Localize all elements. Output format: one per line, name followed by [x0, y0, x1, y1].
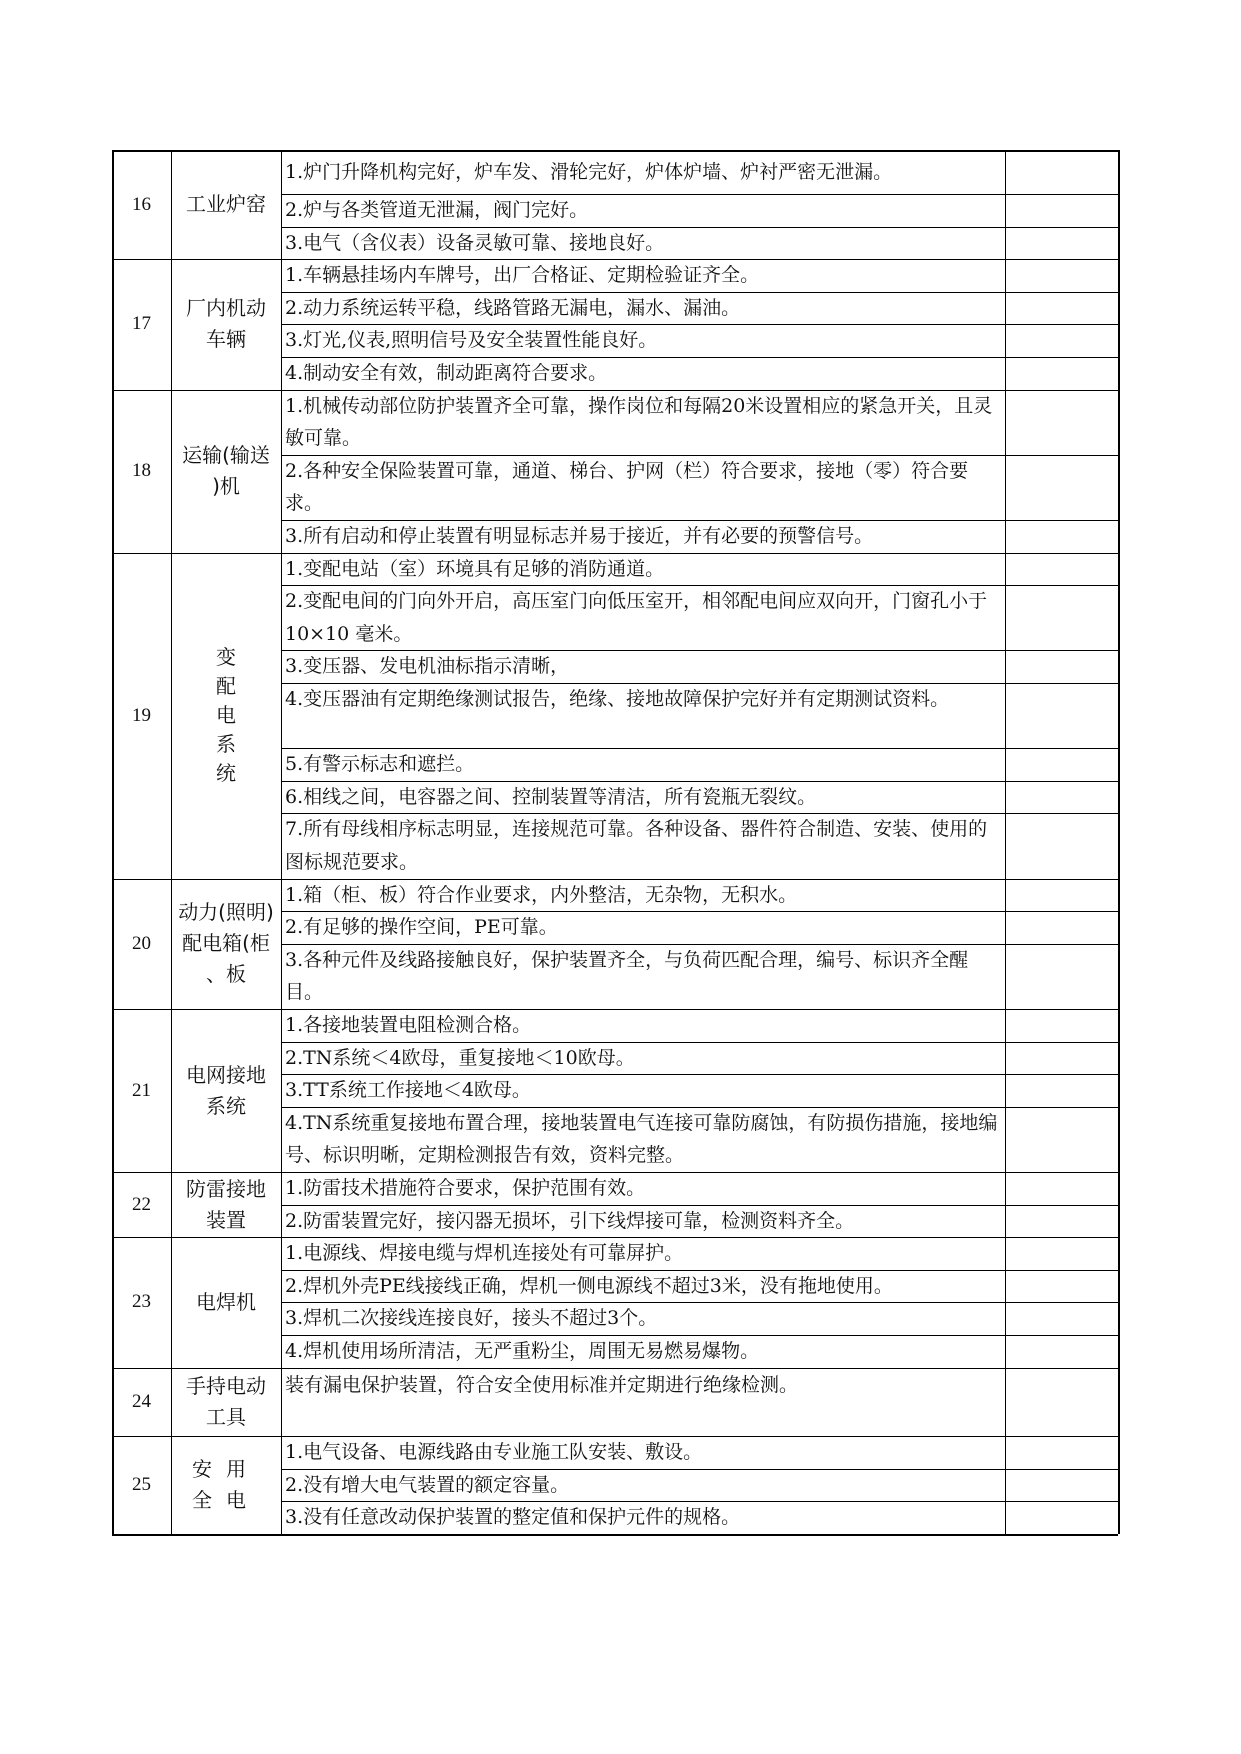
grid-line: [281, 1270, 1118, 1271]
result-cell[interactable]: [1005, 1009, 1118, 1042]
check-criterion: 4.制动安全有效，制动距离符合要求。: [285, 362, 608, 384]
result-cell[interactable]: [1005, 748, 1118, 781]
result-cell[interactable]: [1005, 553, 1118, 586]
grid-line: [112, 150, 1118, 152]
grid-line: [281, 748, 1118, 749]
grid-line: [171, 150, 172, 1534]
check-criterion: 3.变压器、发电机油标指示清晰，: [285, 655, 570, 678]
grid-line: [112, 390, 1118, 391]
check-criterion: 1.各接地装置电阻检测合格。: [285, 1014, 532, 1036]
grid-line: [112, 1237, 1118, 1238]
result-cell[interactable]: [1005, 259, 1118, 292]
item-number: 20: [132, 932, 151, 954]
result-cell[interactable]: [1005, 1172, 1118, 1205]
check-criterion: 2.动力系统运转平稳，线路管路无漏电，漏水、漏油。: [285, 296, 741, 319]
check-criterion: 7.所有母线相序标志明显，连接规范可靠。各种设备、器件符合制造、安装、使用的图标规范要求。: [285, 818, 988, 873]
result-cell[interactable]: [1005, 911, 1118, 944]
grid-line: [281, 1302, 1118, 1303]
check-criterion: 4.变压器油有定期绝缘测试报告，绝缘、接地故障保护完好并有定期测试资料。: [285, 688, 950, 710]
grid-line: [112, 259, 1118, 260]
check-criterion: 2.焊机外壳PE线接线正确，焊机一侧电源线不超过3米，没有拖地使用。: [285, 1274, 893, 1297]
item-number: 21: [132, 1079, 151, 1101]
check-criterion: 5.有警示标志和遮拦。: [285, 753, 475, 776]
item-number: 18: [132, 460, 151, 482]
check-criterion: 1.变配电站（室）环境具有足够的消防通道。: [285, 557, 665, 580]
check-criterion: 1.防雷技术措施符合要求，保护范围有效。: [285, 1177, 646, 1199]
item-number: 17: [132, 313, 151, 335]
result-cell[interactable]: [1005, 1436, 1118, 1469]
result-cell[interactable]: [1005, 585, 1118, 650]
grid-line: [281, 683, 1118, 684]
result-cell[interactable]: [1005, 1237, 1118, 1270]
check-criterion: 2.TN系统＜4欧母，重复接地＜10欧母。: [285, 1046, 635, 1069]
result-cell[interactable]: [1005, 150, 1118, 194]
result-cell[interactable]: [1005, 292, 1118, 325]
check-criterion: 2.没有增大电气装置的额定容量。: [285, 1473, 570, 1496]
grid-line: [112, 150, 114, 1534]
grid-line: [281, 1205, 1118, 1206]
grid-line: [1005, 150, 1006, 1534]
check-criterion: 3.没有任意改动保护装置的整定值和保护元件的规格。: [285, 1506, 741, 1529]
result-cell[interactable]: [1005, 1469, 1118, 1502]
check-criterion: 4.焊机使用场所清洁，无严重粉尘，周围无易燃易爆物。: [285, 1340, 760, 1362]
grid-line: [112, 879, 1118, 880]
grid-line: [112, 1009, 1118, 1010]
result-cell[interactable]: [1005, 879, 1118, 912]
result-cell[interactable]: [1005, 1270, 1118, 1303]
grid-line: [112, 1436, 1118, 1437]
grid-line: [281, 911, 1118, 912]
result-cell[interactable]: [1005, 324, 1118, 357]
result-cell[interactable]: [1005, 1368, 1118, 1436]
check-criterion: 1.箱（柜、板）符合作业要求，内外整洁，无杂物，无积水。: [285, 883, 798, 906]
check-criterion: 2.防雷装置完好，接闪器无损坏，引下线焊接可靠，检测资料齐全。: [285, 1209, 855, 1232]
grid-line: [281, 813, 1118, 814]
equipment-category: 变 配 电 系 统: [216, 645, 236, 786]
result-cell[interactable]: [1005, 683, 1118, 748]
result-cell[interactable]: [1005, 781, 1118, 814]
result-cell[interactable]: [1005, 455, 1118, 520]
equipment-category: 防雷接地 装置: [186, 1176, 266, 1232]
check-criterion: 1.炉门升降机构完好，炉车发、滑轮完好，炉体炉墙、炉衬严密无泄漏。: [285, 160, 893, 183]
check-criterion: 4.TN系统重复接地布置合理，接地装置电气连接可靠防腐蚀，有防损伤措施，接地编号、标识明晰，定期检测报告有效，资料完整。: [285, 1111, 998, 1167]
equipment-category: 动力(照明) 配电箱(柜 、板: [178, 900, 274, 987]
grid-line: [281, 292, 1118, 293]
item-number: 23: [132, 1291, 151, 1313]
equipment-category: 运输(输送 )机: [182, 443, 270, 499]
grid-line: [281, 781, 1118, 782]
result-cell[interactable]: [1005, 194, 1118, 227]
grid-line: [112, 1368, 1118, 1369]
check-criterion: 1.电气设备、电源线路由专业施工队安装、敷设。: [285, 1441, 703, 1464]
grid-line: [112, 553, 1118, 554]
result-cell[interactable]: [1005, 1335, 1118, 1368]
grid-line: [281, 1501, 1118, 1502]
grid-line: [112, 1172, 1118, 1173]
equipment-category: 电焊机: [196, 1289, 256, 1314]
grid-line: [281, 520, 1118, 521]
equipment-category: 工业炉窑: [186, 192, 266, 217]
grid-line: [281, 455, 1118, 456]
grid-line: [281, 194, 1118, 195]
result-cell[interactable]: [1005, 390, 1118, 455]
result-cell[interactable]: [1005, 813, 1118, 878]
grid-line: [281, 585, 1118, 586]
equipment-category: 手持电动 工具: [186, 1373, 266, 1429]
check-criterion: 3.灯光,仪表,照明信号及安全装置性能良好。: [285, 329, 658, 352]
check-criterion: 2.变配电间的门向外开启，高压室门向低压室开，相邻配电间应双向开，门窗孔小于 10×10 毫米。: [285, 590, 988, 645]
equipment-category: 厂内机动 车辆: [186, 296, 266, 352]
check-criterion: 3.所有启动和停止装置有明显标志并易于接近，并有必要的预警信号。: [285, 525, 874, 547]
grid-line: [281, 650, 1118, 651]
grid-line: [281, 227, 1118, 228]
check-criterion: 3.TT系统工作接地＜4欧母。: [285, 1079, 531, 1102]
grid-line: [281, 1074, 1118, 1075]
grid-line: [281, 1335, 1118, 1336]
grid-line: [281, 1107, 1118, 1108]
item-number: 19: [132, 704, 151, 726]
equipment-category: 电网接地 系统: [186, 1062, 266, 1118]
result-cell[interactable]: [1005, 1205, 1118, 1238]
result-cell[interactable]: [1005, 1074, 1118, 1107]
check-criterion: 3.焊机二次接线连接良好，接头不超过3个。: [285, 1307, 658, 1330]
grid-line: [112, 1534, 1118, 1536]
result-cell[interactable]: [1005, 227, 1118, 260]
result-cell[interactable]: [1005, 944, 1118, 1009]
check-criterion: 3.电气（含仪表）设备灵敏可靠、接地良好。: [285, 231, 665, 254]
result-cell[interactable]: [1005, 357, 1118, 390]
grid-line: [281, 150, 282, 1534]
check-criterion: 2.炉与各类管道无泄漏，阀门完好。: [285, 199, 589, 221]
grid-line: [1118, 150, 1120, 1534]
check-criterion: 3.各种元件及线路接触良好，保护装置齐全，与负荷匹配合理，编号、标识齐全醒目。: [285, 948, 969, 1004]
result-cell[interactable]: [1005, 520, 1118, 553]
check-criterion: 6.相线之间，电容器之间、控制装置等清洁，所有瓷瓶无裂纹。: [285, 785, 817, 808]
item-number: 25: [132, 1473, 151, 1495]
item-number: 22: [132, 1193, 151, 1215]
item-number: 24: [132, 1390, 151, 1412]
check-criterion: 1.机械传动部位防护装置齐全可靠，操作岗位和每隔20米设置相应的紧急开关，且灵敏可靠。: [285, 394, 993, 450]
grid-line: [281, 944, 1118, 945]
grid-line: [281, 357, 1118, 358]
grid-line: [281, 1469, 1118, 1470]
grid-line: [281, 324, 1118, 325]
equipment-category: 安用 全电: [192, 1456, 260, 1512]
result-cell[interactable]: [1005, 1302, 1118, 1335]
check-criterion: 装有漏电保护装置，符合安全使用标准并定期进行绝缘检测。: [285, 1374, 799, 1397]
result-cell[interactable]: [1005, 1107, 1118, 1172]
check-criterion: 1.车辆悬挂场内车牌号，出厂合格证、定期检验证齐全。: [285, 264, 760, 287]
item-number: 16: [132, 193, 151, 215]
check-criterion: 1.电源线、焊接电缆与焊机连接处有可靠屏护。: [285, 1242, 684, 1265]
result-cell[interactable]: [1005, 650, 1118, 683]
check-criterion: 2.各种安全保险装置可靠，通道、梯台、护网（栏）符合要求，接地（零）符合要求。: [285, 459, 969, 515]
check-criterion: 2.有足够的操作空间，PE可靠。: [285, 916, 558, 939]
result-cell[interactable]: [1005, 1501, 1118, 1534]
grid-line: [281, 1042, 1118, 1043]
result-cell[interactable]: [1005, 1042, 1118, 1075]
